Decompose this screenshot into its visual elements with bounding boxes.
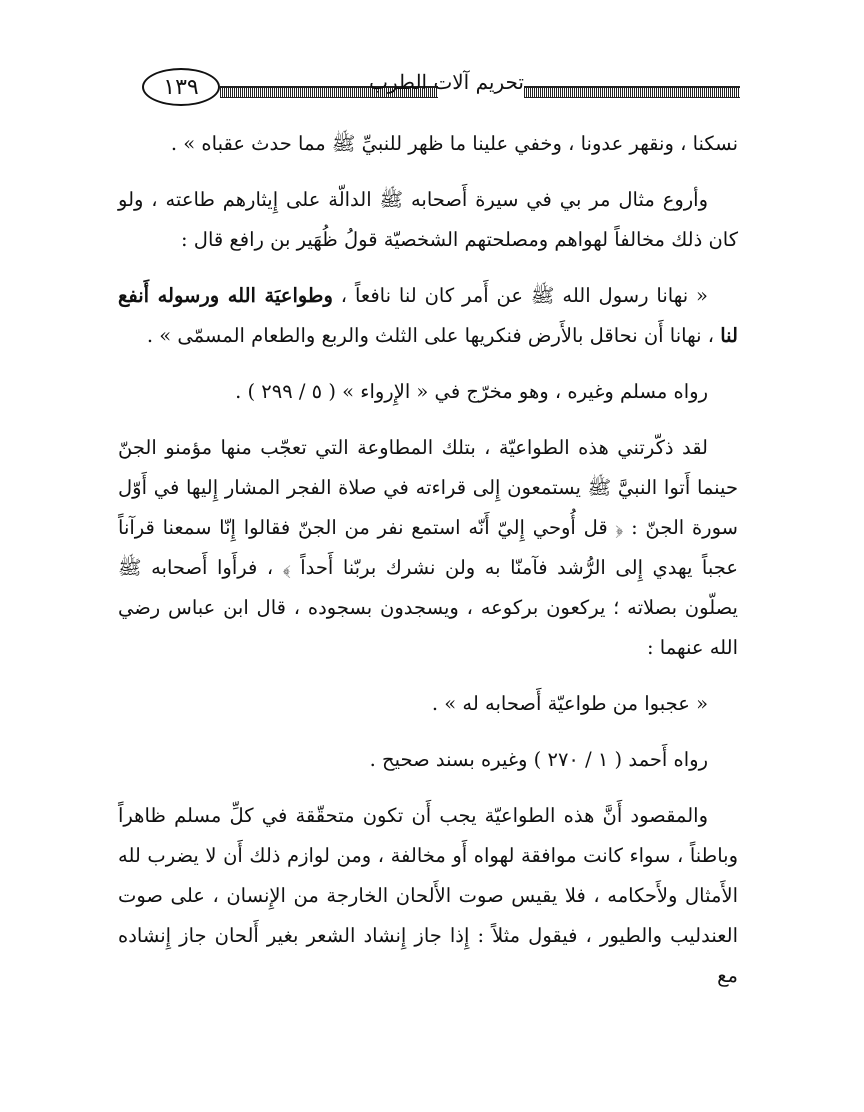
- hadith-text-end: ، نهانا أَن نحاقل بالأَرض فنكريها على الثلث والربع والطعام المسمّى » .: [146, 324, 721, 347]
- header-rule-right: [524, 86, 740, 98]
- paragraph-4-citation: رواه مسلم وغيره ، وهو مخرّج في « الإِرواء » ( ٥ / ٢٩٩ ) .: [235, 380, 708, 403]
- page-header: [112, 68, 740, 108]
- page-number: ١٣٩: [142, 68, 220, 106]
- hadith-bold-phrase: وطواعيَة الله ورسوله أَنفع لنا: [118, 284, 738, 347]
- paragraph-3-hadith: [118, 276, 738, 356]
- paragraph-6-quote: « عجبوا من طواعيّة أَصحابه له » .: [431, 692, 708, 715]
- running-title: تحريم آلات الطرب: [369, 70, 524, 94]
- paragraph-5: لقد ذكّرتني هذه الطواعيّة ، بتلك المطاوعة التي تعجّب منها مؤمنو الجنّ حينما أَتوا النبيَّ ﷺ يستمعون إِلى قراءته في صلاة الفجر المشار إِليها في أَوّل سورة الجنّ : ﴿ قل أُوحي إِليّ أَنّه استمع نفر من الجنّ فقالوا إِنّا سمعنا قرآناً عجباً يهدي إِلى الرُّشد فآمنّا به ولن نشرك بربّنا أَحداً ﴾ ، فرأَوا أَصحابه ﷺ يصلّون بصلاته ؛ يركعون بركوعه ، ويسجدون بسجوده ، قال ابن عباس رضي الله عنهما :: [118, 436, 738, 659]
- paragraph-7-citation: رواه أَحمد ( ١ / ٢٧٠ ) وغيره بسند صحيح .: [369, 748, 708, 771]
- paragraph-2: وأروع مثال مر بي في سيرة أَصحابه ﷺ الدالّة على إِيثارهم طاعته ، ولو كان ذلك مخالفاً لهواهم ومصلحتهم الشخصيّة قولُ ظُهَير بن رافع قال :: [118, 188, 738, 251]
- paragraph-8: والمقصود أَنَّ هذه الطواعيّة يجب أَن تكون متحقّقة في كلِّ مسلم ظاهراً وباطناً ، سواء كانت موافقة لهواه أَو مخالفة ، ومن لوازم ذلك أَن لا يضرب لله الأَمثال ولأَحكامه ، فلا يقيس صوت الأَلحان الخارجة من الإِنسان ، على صوت العندليب والطيور ، فيقول مثلاً : إِذا جاز إِنشاد الشعر بغير أَلحان جاز إِنشاده مع: [118, 804, 738, 987]
- page-body: [118, 124, 738, 996]
- paragraph-1: نسكنا ، ونقهر عدونا ، وخفي علينا ما ظهر للنبيِّ ﷺ مما حدث عقباه » .: [170, 132, 738, 155]
- hadith-text-start: « نهانا رسول الله ﷺ عن أَمر كان لنا نافعاً ،: [332, 284, 708, 307]
